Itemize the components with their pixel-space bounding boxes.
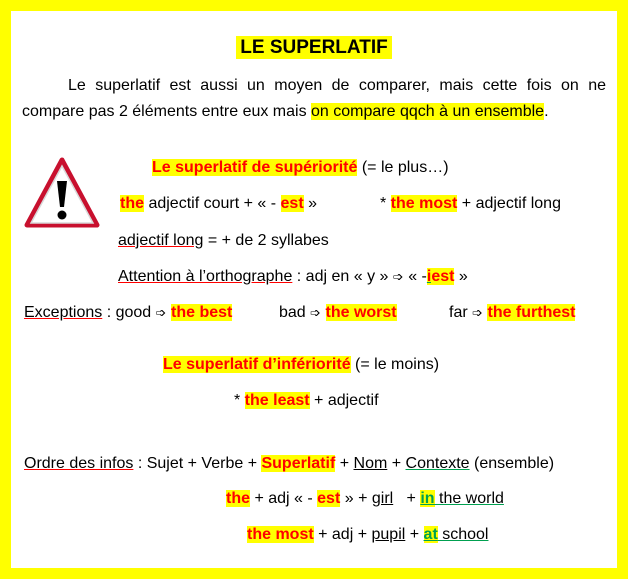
arrow-icon: ➩: [392, 270, 404, 285]
contexte-word: Contexte: [405, 455, 470, 472]
intro-text: Le superlatif est aussi un moyen de comparer, mais cette fois on ne compare pas 2 éléments entre eux mais: [22, 77, 606, 120]
inferiority-heading: Le superlatif d’infériorité: [163, 356, 351, 373]
ensemble-note: (ensemble): [469, 455, 555, 472]
ex1-girl: girl: [371, 490, 394, 507]
ex2-most: the most: [247, 526, 314, 543]
the-furthest: the furthest: [487, 304, 576, 321]
warning-triangle-icon: [24, 157, 100, 229]
est-suffix: est: [280, 195, 304, 212]
intro-paragraph: [22, 73, 606, 125]
page-title: LE SUPERLATIF: [236, 36, 391, 59]
intro-highlight: on compare qqch à un ensemble: [311, 103, 545, 120]
superlatif-word: Superlatif: [261, 455, 336, 472]
inferiority-heading-line: [163, 355, 439, 375]
arrow-icon: ➩: [310, 306, 322, 321]
the-keyword: the: [120, 195, 144, 212]
the-most-keyword: the most: [390, 195, 458, 212]
attention-text: : adj en « y »: [292, 268, 393, 285]
ex1-world: the world: [434, 490, 504, 507]
superiority-rule-line: [120, 194, 317, 214]
exceptions-far-line: [449, 303, 575, 324]
ex1-plus: +: [402, 490, 421, 507]
exceptions-good: : good: [102, 304, 156, 321]
exceptions-far: far: [449, 304, 473, 321]
plus: +: [335, 455, 354, 472]
intro-end: .: [544, 103, 549, 120]
superiority-heading-note: (= le plus…): [357, 159, 449, 176]
attention-label: Attention à l’orthographe: [118, 268, 293, 285]
i-letter: i: [426, 268, 432, 285]
star: *: [234, 392, 245, 409]
ex1-est: est: [317, 490, 341, 507]
attention-quote: « -: [403, 268, 427, 285]
adj-long-text: + adjectif long: [457, 195, 561, 212]
example-2-line: [247, 525, 488, 545]
order-line: [24, 454, 554, 474]
arrow-icon: ➩: [155, 306, 167, 321]
exceptions-line: [24, 303, 232, 324]
plus: +: [387, 455, 406, 472]
close-quote: »: [303, 195, 317, 212]
superiority-heading: Le superlatif de supériorité: [152, 159, 358, 176]
adj-long-def-line: [118, 231, 329, 251]
ex1-close: » +: [340, 490, 372, 507]
exceptions-bad: bad: [279, 304, 311, 321]
adj-long-def: = + de 2 syllabes: [203, 232, 329, 249]
inferiority-rest: + adjectif: [309, 392, 379, 409]
star: *: [380, 195, 391, 212]
ex2-pupil: pupil: [371, 526, 406, 543]
adj-court-text: adjectif court + « -: [144, 195, 281, 212]
ex2-plus: +: [405, 526, 424, 543]
ex1-adj: + adj « -: [250, 490, 318, 507]
ex1-the: the: [226, 490, 250, 507]
inferiority-rule-line: [234, 391, 379, 411]
superiority-heading-line: [152, 158, 449, 178]
nom-word: Nom: [353, 455, 388, 472]
arrow-icon: ➩: [472, 306, 484, 321]
the-worst: the worst: [325, 304, 397, 321]
adj-long-label: adjectif long: [118, 232, 204, 249]
ex1-in: in: [420, 490, 435, 507]
order-text: : Sujet + Verbe +: [133, 455, 262, 472]
exceptions-label: Exceptions: [24, 304, 103, 321]
inferiority-heading-note: (= le moins): [350, 356, 440, 373]
iest-suffix: est: [431, 268, 455, 285]
the-least: the least: [244, 392, 310, 409]
the-best: the best: [171, 304, 233, 321]
ex2-adj: + adj +: [313, 526, 372, 543]
attention-line: [118, 267, 468, 288]
page-title-wrap: [0, 37, 628, 59]
ex2-school: school: [437, 526, 489, 543]
superiority-long-line: [380, 194, 561, 214]
ex2-at: at: [423, 526, 438, 543]
attention-close: »: [454, 268, 468, 285]
example-1-line: [226, 489, 504, 509]
exceptions-bad-line: [279, 303, 397, 324]
order-label: Ordre des infos: [24, 455, 134, 472]
